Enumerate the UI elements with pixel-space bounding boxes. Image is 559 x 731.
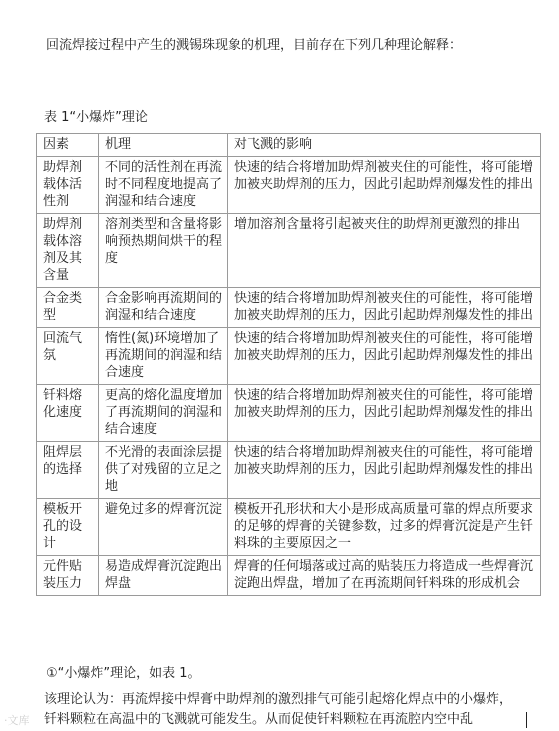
cell-factor: 模板开孔的设计 (37, 499, 99, 556)
watermark-logo: ·文库 (4, 714, 30, 727)
table-row (37, 214, 541, 288)
table-caption: 表 1“小爆炸”理论 (44, 110, 148, 125)
header-effect: 对飞溅的影响 (228, 134, 541, 157)
table-row (37, 157, 541, 214)
cell-mechanism: 不同的活性剂在再流时不同程度地提高了润湿和结合速度 (99, 157, 228, 214)
cell-factor: 合金类型 (37, 288, 99, 328)
footnote-heading: ①“小爆炸”理论，如表 1。 (46, 666, 201, 681)
cell-mechanism: 易造成焊膏沉淀跑出焊盘 (99, 556, 228, 596)
cell-effect: 快速的结合将增加助焊剂被夹住的可能性，将可能增加被夹助焊剂的压力，因此引起助焊剂爆发性的排出 (228, 157, 541, 214)
cell-mechanism: 溶剂类型和含量将影响预热期间烘干的程度 (99, 214, 228, 288)
cell-mechanism: 避免过多的焊膏沉淀 (99, 499, 228, 556)
cell-effect: 快速的结合将增加助焊剂被夹住的可能性，将可能增加被夹助焊剂的压力，因此引起助焊剂爆发性的排出 (228, 442, 541, 499)
cell-factor: 助焊剂载体溶剂及其含量 (37, 214, 99, 288)
cell-effect: 快速的结合将增加助焊剂被夹住的可能性，将可能增加被夹助焊剂的压力，因此引起助焊剂爆发性的排出 (228, 288, 541, 328)
table-row (37, 328, 541, 385)
cell-effect: 焊膏的任何塌落或过高的贴装压力将造成一些焊膏沉淀跑出焊盘，增加了在再流期间钎料珠的形成机会 (228, 556, 541, 596)
table-header-row (37, 134, 541, 157)
cell-factor: 回流气氛 (37, 328, 99, 385)
cell-mechanism: 不光滑的表面涂层提供了对残留的立足之地 (99, 442, 228, 499)
cell-mechanism: 更高的熔化温度增加了再流期间的润湿和结合速度 (99, 385, 228, 442)
cell-effect: 快速的结合将增加助焊剂被夹住的可能性，将可能增加被夹助焊剂的压力，因此引起助焊剂爆发性的排出 (228, 385, 541, 442)
cell-mechanism: 惰性(氮)环境增加了再流期间的润湿和结合速度 (99, 328, 228, 385)
table-row (37, 442, 541, 499)
intro-paragraph: 回流焊接过程中产生的溅锡珠现象的机理，目前存在下列几种理论解释： (46, 38, 463, 53)
cell-factor: 阻焊层的选择 (37, 442, 99, 499)
header-mechanism: 机理 (99, 134, 228, 157)
table-row (37, 499, 541, 556)
cell-effect: 模板开孔形状和大小是形成高质量可靠的焊点所要求的足够的焊膏的关键参数，过多的焊膏沉淀是产生钎料珠的主要原因之一 (228, 499, 541, 556)
cell-factor: 元件贴装压力 (37, 556, 99, 596)
table-row (37, 556, 541, 596)
header-factor: 因素 (37, 134, 99, 157)
cell-factor: 助焊剂载体活性剂 (37, 157, 99, 214)
text-cursor (526, 712, 527, 728)
cell-mechanism: 合金影响再流期间的润湿和结合速度 (99, 288, 228, 328)
table-row (37, 385, 541, 442)
cell-effect: 增加溶剂含量将引起被夹住的助焊剂更激烈的排出 (228, 214, 541, 288)
theory-explanation-paragraph: 该理论认为：再流焊接中焊膏中助焊剂的激烈排气可能引起熔化焊点中的小爆炸，钎料颗粒在高温中的飞溅就可能发生。从而促使钎料颗粒在再流腔内空中乱 (44, 692, 513, 727)
cell-factor: 钎料熔化速度 (37, 385, 99, 442)
table-row (37, 288, 541, 328)
cell-effect: 快速的结合将增加助焊剂被夹住的可能性，将可能增加被夹助焊剂的压力，因此引起助焊剂爆发性的排出 (228, 328, 541, 385)
theory-table (36, 133, 541, 596)
